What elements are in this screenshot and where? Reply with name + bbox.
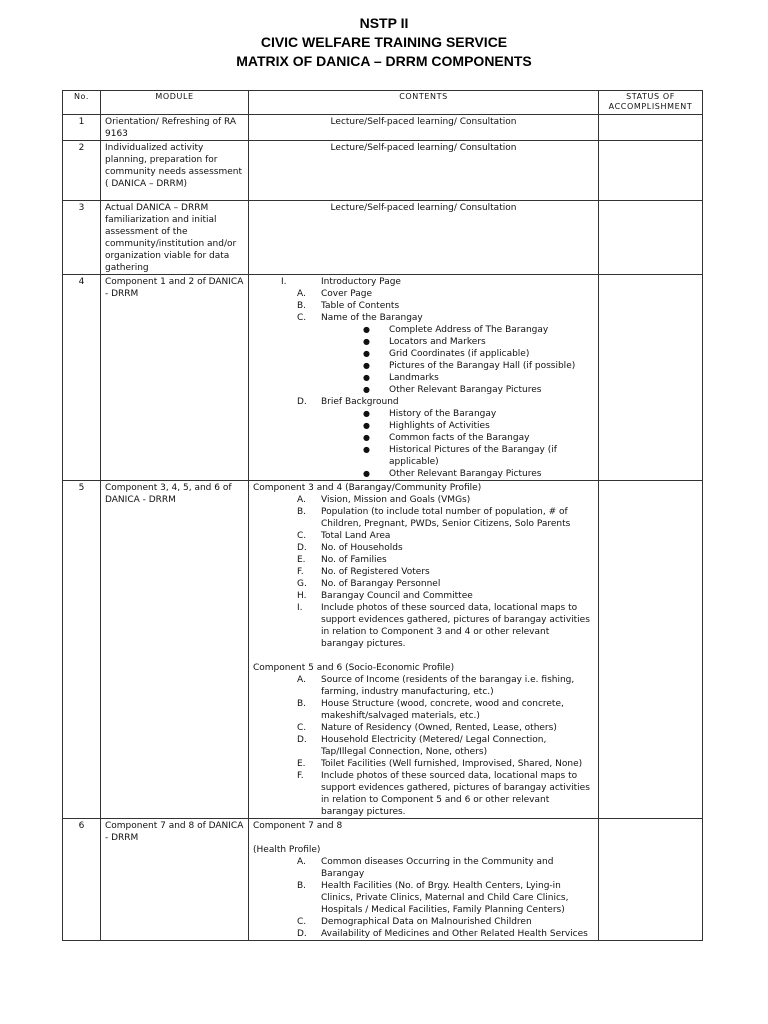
bullet-item: ● Other Relevant Barangay Pictures [363, 469, 542, 479]
row-number: 6 [63, 819, 101, 941]
list-item: A. Source of Income (residents of the barangay i.e. fishing, farming, industry manufacturing, etc.) [297, 675, 575, 697]
row-module: Component 7 and 8 of DANICA - DRRM [101, 819, 249, 941]
list-item: E. No. of Families [297, 555, 387, 565]
bullet-item: ● Locators and Markers [363, 337, 486, 347]
bullet-icon: ● [363, 337, 370, 346]
list-item: B. Population (to include total number of population, # of Children, Pregnant, PWDs, Senior Citizens, Solo Parents [297, 507, 571, 529]
list-item: A. Cover Page [297, 289, 373, 299]
title-line-3: MATRIX OF DANICA – DRRM COMPONENTS [236, 53, 532, 69]
bullet-item: ● Common facts of the Barangay [363, 433, 530, 443]
list-item: A. Vision, Mission and Goals (VMGs) [297, 495, 471, 505]
header-contents: CONTENTS [249, 91, 599, 115]
list-item: C. Name of the Barangay [297, 313, 423, 323]
row-module: Component 3, 4, 5, and 6 of DANICA - DRRM [101, 481, 249, 819]
list-item: F. Include photos of these sourced data, locational maps to support evidences gathered, pictures of barangay activities in relation to Component 5 and 6 or other relevant barangay pictures. [297, 771, 590, 817]
bullet-icon: ● [363, 445, 370, 454]
document-title [0, 14, 768, 71]
section-heading: Component 3 and 4 (Barangay/Community Profile) [253, 483, 482, 493]
bullet-icon: ● [363, 325, 370, 334]
list-item: E. Toilet Facilities (Well furnished, Improvised, Shared, None) [297, 759, 583, 769]
bullet-item: ● Complete Address of The Barangay [363, 325, 549, 335]
bullet-icon: ● [363, 385, 370, 394]
row-status [599, 141, 703, 201]
bullet-item: ● Historical Pictures of the Barangay (if applicable) [363, 445, 557, 467]
bullet-item: ● Landmarks [363, 373, 439, 383]
bullet-icon: ● [363, 373, 370, 382]
section-heading: (Health Profile) [253, 845, 321, 855]
list-item: G. No. of Barangay Personnel [297, 579, 441, 589]
list-item: C. Nature of Residency (Owned, Rented, Lease, others) [297, 723, 557, 733]
bullet-icon: ● [363, 409, 370, 418]
table-row [63, 115, 703, 141]
list-item: I. Introductory Page [281, 277, 401, 287]
row-number: 2 [63, 141, 101, 201]
bullet-item: ● Other Relevant Barangay Pictures [363, 385, 542, 395]
row-module: Component 1 and 2 of DANICA - DRRM [101, 275, 249, 481]
title-line-2: CIVIC WELFARE TRAINING SERVICE [260, 34, 508, 50]
row-module: Orientation/ Refreshing of RA 9163 [101, 115, 249, 141]
row-contents: Lecture/Self-paced learning/ Consultation [249, 115, 599, 141]
row-status [599, 115, 703, 141]
row-contents [249, 481, 599, 819]
list-item: F. No. of Registered Voters [297, 567, 430, 577]
table-row [63, 201, 703, 275]
row-contents [249, 819, 599, 941]
row-status [599, 481, 703, 819]
row-status [599, 819, 703, 941]
list-item: H. Barangay Council and Committee [297, 591, 473, 601]
row-contents: Lecture/Self-paced learning/ Consultation [249, 201, 599, 275]
bullet-item: ● Grid Coordinates (if applicable) [363, 349, 530, 359]
row-contents: Lecture/Self-paced learning/ Consultation [249, 141, 599, 201]
table-row [63, 275, 703, 481]
row-module: Individualized activity planning, preparation for community needs assessment ( DANICA – DRRM) [101, 141, 249, 201]
bullet-item: ● Highlights of Activities [363, 421, 490, 431]
table-row [63, 819, 703, 941]
row-number: 5 [63, 481, 101, 819]
row-status [599, 201, 703, 275]
title-line-1: NSTP II [359, 15, 409, 31]
bullet-icon: ● [363, 361, 370, 370]
section-heading: Component 7 and 8 [253, 821, 343, 831]
list-item: D. Availability of Medicines and Other Related Health Services [297, 929, 588, 939]
table-row [63, 141, 703, 201]
list-item: A. Common diseases Occurring in the Community and Barangay [297, 857, 554, 879]
header-module: MODULE [101, 91, 249, 115]
row-status [599, 275, 703, 481]
bullet-item: ● History of the Barangay [363, 409, 497, 419]
table-header-row [63, 91, 703, 115]
list-item: B. House Structure (wood, concrete, wood and concrete, makeshift/salvaged materials, etc.) [297, 699, 564, 721]
list-item: D. Household Electricity (Metered/ Legal Connection, Tap/Illegal Connection, None, others) [297, 735, 547, 757]
list-item: B. Table of Contents [297, 301, 400, 311]
list-item: D. No. of Households [297, 543, 403, 553]
bullet-icon: ● [363, 469, 370, 478]
section-heading: Component 5 and 6 (Socio-Economic Profile) [253, 663, 455, 673]
list-item: B. Health Facilities (No. of Brgy. Health Centers, Lying-in Clinics, Private Clinics, Maternal and Child Care Clinics, Hospitals / Medical Facilities, Family Planning Centers) [297, 881, 569, 915]
bullet-icon: ● [363, 349, 370, 358]
components-matrix-table [62, 90, 703, 941]
list-item: D. Brief Background [297, 397, 399, 407]
list-item: C. Demographical Data on Malnourished Children [297, 917, 532, 927]
bullet-item: ● Pictures of the Barangay Hall (if possible) [363, 361, 576, 371]
row-number: 1 [63, 115, 101, 141]
row-number: 4 [63, 275, 101, 481]
header-no: No. [63, 91, 101, 115]
row-number: 3 [63, 201, 101, 275]
bullet-icon: ● [363, 433, 370, 442]
table-row [63, 481, 703, 819]
list-item: I. Include photos of these sourced data, locational maps to support evidences gathered, pictures of barangay activities in relation to Component 3 and 4 or other relevant barangay pictures. [297, 603, 590, 649]
header-status: STATUS OF ACCOMPLISHMENT [599, 91, 703, 115]
bullet-icon: ● [363, 421, 370, 430]
list-item: C. Total Land Area [297, 531, 391, 541]
row-contents [249, 275, 599, 481]
row-module: Actual DANICA – DRRM familiarization and initial assessment of the community/institution and/or organization viable for data gathering [101, 201, 249, 275]
